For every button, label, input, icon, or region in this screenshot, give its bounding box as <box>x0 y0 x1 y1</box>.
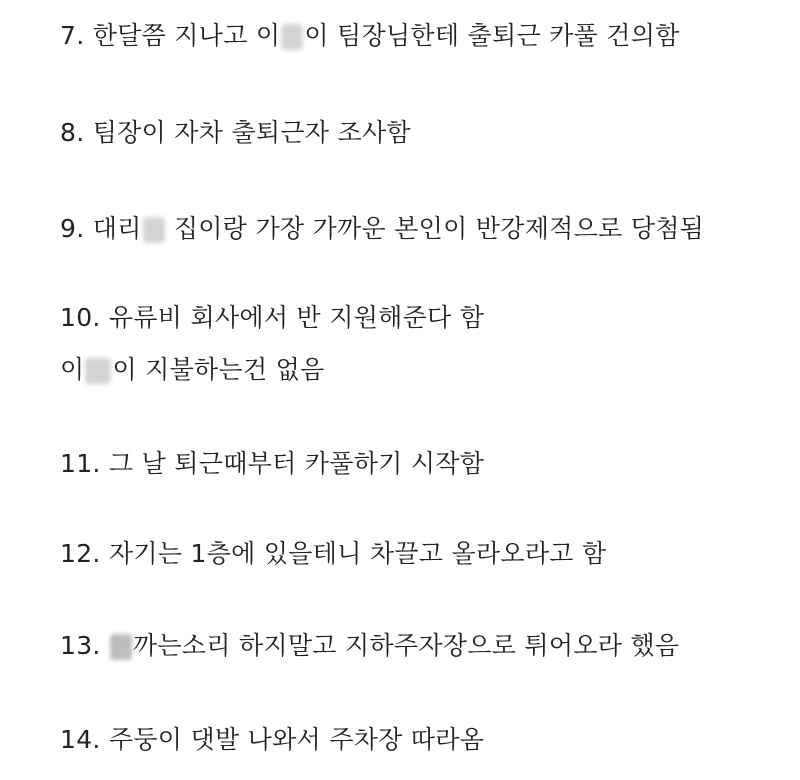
text-line-8 <box>60 115 411 151</box>
line-10b-text-start: 이 <box>60 355 85 384</box>
text-line-13 <box>60 628 679 664</box>
line-9-text-start: 9. 대리 <box>60 214 142 243</box>
blurred-word-redaction <box>110 634 132 660</box>
text-line-10 <box>60 300 484 336</box>
line-10b-text-end: 이 지불하는건 없음 <box>112 355 325 384</box>
line-8-text: 8. 팀장이 자차 출퇴근자 조사함 <box>60 118 411 147</box>
blurred-name-redaction <box>143 217 165 243</box>
line-14-text: 14. 주둥이 댓발 나와서 주차장 따라옴 <box>60 725 485 754</box>
line-7-text-start: 7. 한달쯤 지나고 이 <box>60 21 281 50</box>
text-line-12 <box>60 536 606 572</box>
text-line-7 <box>60 18 680 54</box>
line-12-text: 12. 자기는 1층에 있을테니 차끌고 올라오라고 함 <box>60 539 607 568</box>
text-line-9 <box>60 211 704 247</box>
line-9-text-end: 집이랑 가장 가까운 본인이 반강제적으로 당첨됨 <box>165 214 705 243</box>
line-10-text: 10. 유류비 회사에서 반 지원해준다 함 <box>60 303 485 332</box>
text-line-10-continued <box>60 352 325 388</box>
text-line-14 <box>60 722 484 758</box>
line-13-text-start: 13. <box>60 631 109 660</box>
line-11-text: 11. 그 날 퇴근때부터 카풀하기 시작함 <box>60 449 485 478</box>
text-line-11 <box>60 446 484 482</box>
blurred-name-redaction <box>281 24 303 50</box>
line-13-text-end: 까는소리 하지말고 지하주자장으로 튀어오라 했음 <box>132 631 680 660</box>
line-7-text-end: 이 팀장님한테 출퇴근 카풀 건의함 <box>304 21 680 50</box>
blurred-name-redaction <box>85 358 111 384</box>
